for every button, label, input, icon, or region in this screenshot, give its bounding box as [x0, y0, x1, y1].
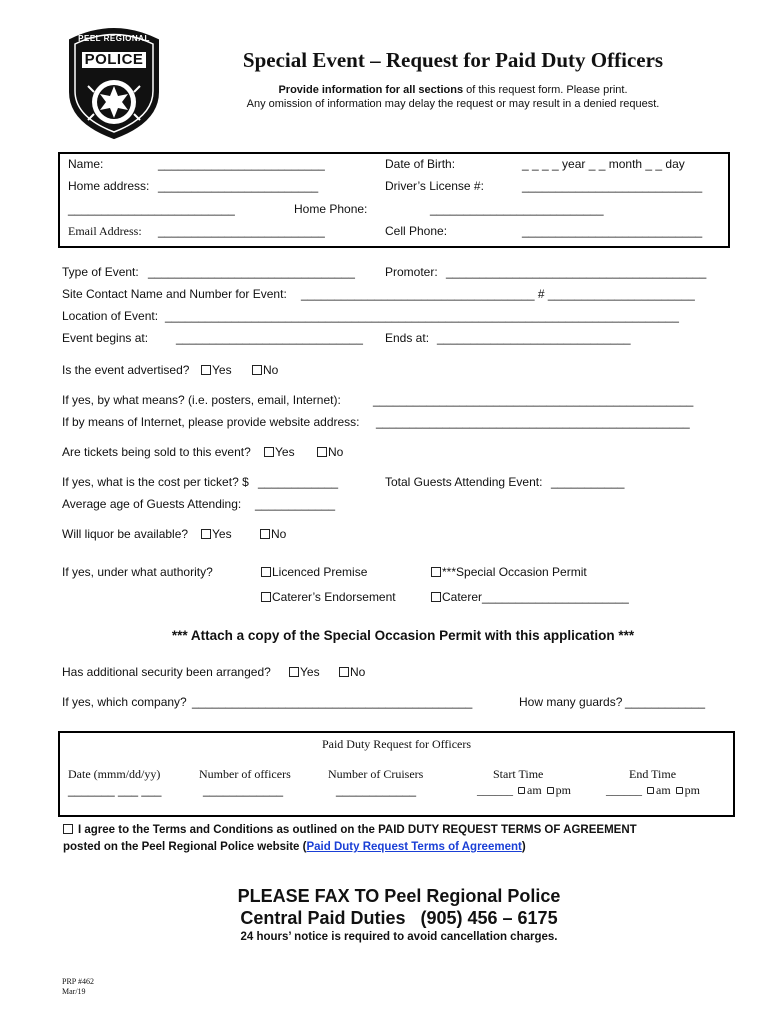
instructions-bold: Provide information for all sections — [278, 84, 464, 96]
checkbox-icon[interactable] — [261, 592, 271, 602]
address-field[interactable]: ________________________ — [158, 179, 319, 193]
special-occasion-permit-option[interactable] — [431, 565, 587, 579]
checkbox-icon[interactable] — [201, 365, 211, 375]
no-label: No — [271, 527, 287, 541]
no-label: No — [328, 445, 344, 459]
agreement-text-close: ) — [521, 841, 526, 853]
ticket-cost-field[interactable]: ____________ — [258, 475, 339, 489]
tickets-no[interactable] — [317, 445, 343, 459]
guards-label: How many guards? — [519, 695, 623, 709]
age-label: Average age of Guests Attending: — [62, 497, 242, 511]
attach-permit-note: *** Attach a copy of the Special Occasion Permit with this application *** — [171, 628, 635, 643]
security-company-field[interactable]: __________________________________________ — [192, 695, 473, 709]
checkbox-icon[interactable] — [201, 529, 211, 539]
checkbox-icon[interactable] — [289, 667, 299, 677]
means-field[interactable]: ________________________________________________ — [373, 393, 694, 407]
event-type-field[interactable]: _______________________________ — [148, 265, 355, 279]
yes-label: Yes — [300, 665, 320, 679]
location-label: Location of Event: — [62, 309, 159, 323]
pm-label: pm — [684, 783, 701, 797]
site-contact-label: Site Contact Name and Number for Event: — [62, 287, 287, 301]
checkbox-icon[interactable] — [339, 667, 349, 677]
checkbox-icon[interactable] — [676, 787, 683, 794]
checkbox-icon[interactable] — [264, 447, 274, 457]
checkbox-icon[interactable] — [261, 567, 271, 577]
liquor-no[interactable] — [260, 527, 286, 541]
event-begins-field[interactable]: ____________________________ — [176, 331, 363, 345]
no-label: No — [350, 665, 366, 679]
licenced-premise-label: Licenced Premise — [272, 565, 368, 579]
ticket-cost-label: If yes, what is the cost per ticket? $ — [62, 475, 249, 489]
event-ends-field[interactable]: _____________________________ — [437, 331, 631, 345]
advertised-question: Is the event advertised? — [62, 363, 190, 377]
col-officers-label: Number of officers — [199, 767, 291, 781]
agreement-line-1[interactable] — [63, 824, 637, 836]
cell-label: Cell Phone: — [385, 224, 448, 238]
instructions-line-2: Any omission of information may delay the request or may result in a denied request. — [246, 98, 660, 110]
agreement-text: I agree to the Terms and Conditions as outlined on the PAID DUTY REQUEST TERMS OF AGREEMENT — [78, 824, 637, 836]
guests-field[interactable]: ___________ — [551, 475, 625, 489]
page-title: Special Event – Request for Paid Duty Officers — [242, 48, 664, 72]
security-yes[interactable] — [289, 665, 320, 679]
home-phone-label: Home Phone: — [294, 202, 368, 216]
col-date-field[interactable]: _______ ___ ___ — [68, 783, 162, 797]
notice-note: 24 hours’ notice is required to avoid cancellation charges. — [240, 931, 558, 943]
am-label: am — [656, 783, 671, 797]
paid-duty-title: Paid Duty Request for Officers — [321, 737, 472, 751]
email-field[interactable]: _________________________ — [158, 224, 325, 238]
promoter-label: Promoter: — [385, 265, 438, 279]
authority-question: If yes, under what authority? — [62, 565, 213, 579]
checkbox-icon[interactable] — [317, 447, 327, 457]
checkbox-icon[interactable] — [647, 787, 654, 794]
liquor-question: Will liquor be available? — [62, 527, 189, 541]
agreement-text-2: posted on the Peel Regional Police website ( — [63, 841, 307, 853]
caterer-field[interactable]: ______________________ — [482, 590, 629, 604]
checkbox-icon[interactable] — [431, 592, 441, 602]
logo-word: POLICE — [84, 51, 144, 68]
tickets-yes[interactable] — [264, 445, 295, 459]
dob-label: Date of Birth: — [385, 157, 456, 171]
checkbox-icon[interactable] — [252, 365, 262, 375]
end-time-field[interactable] — [606, 783, 700, 798]
yes-label: Yes — [275, 445, 295, 459]
advertised-yes[interactable] — [201, 363, 232, 377]
pm-label: pm — [555, 783, 572, 797]
instructions-line-1 — [168, 84, 738, 96]
home-phone-field[interactable]: __________________________ — [430, 202, 604, 216]
logo-top-text: PEEL REGIONAL — [78, 34, 150, 43]
caterer-option[interactable] — [431, 590, 629, 604]
event-ends-label: Ends at: — [385, 331, 430, 345]
end-time-line[interactable]: ______ — [606, 783, 642, 797]
age-field[interactable]: ____________ — [255, 497, 336, 511]
caterer-label: Caterer — [442, 590, 483, 604]
location-field[interactable]: _____________________________________________________________________________ — [165, 309, 679, 323]
col-cruisers-label: Number of Cruisers — [328, 767, 424, 781]
email-label: Email Address: — [68, 224, 142, 238]
guards-field[interactable]: ____________ — [625, 695, 706, 709]
col-cruisers-field[interactable]: ____________ — [336, 783, 417, 797]
col-start-label: Start Time — [493, 767, 544, 781]
terms-of-agreement-link[interactable]: Paid Duty Request Terms of Agreement — [306, 841, 522, 853]
checkbox-icon[interactable] — [518, 787, 525, 794]
security-company-label: If yes, which company? — [62, 695, 187, 709]
name-label: Name: — [68, 157, 104, 171]
start-time-field[interactable] — [477, 783, 571, 798]
col-officers-field[interactable]: ____________ — [203, 783, 284, 797]
name-field[interactable]: _________________________ — [158, 157, 325, 171]
checkbox-icon[interactable] — [260, 529, 270, 539]
form-code: PRP #462 — [62, 977, 94, 986]
yes-label: Yes — [212, 527, 232, 541]
site-contact-field[interactable]: ___________________________________ # ______________________ — [301, 287, 695, 301]
event-type-label: Type of Event: — [62, 265, 139, 279]
address-label: Home address: — [68, 179, 150, 193]
promoter-field[interactable]: _______________________________________ — [446, 265, 707, 279]
liquor-yes[interactable] — [201, 527, 232, 541]
col-end-label: End Time — [629, 767, 677, 781]
event-begins-label: Event begins at: — [62, 331, 149, 345]
am-label: am — [527, 783, 542, 797]
website-field[interactable]: _______________________________________________ — [376, 415, 690, 429]
instructions-rest: of this request form. Please print. — [463, 84, 628, 96]
license-label: Driver’s License #: — [385, 179, 484, 193]
col-date-label: Date (mmm/dd/yy) — [68, 767, 161, 781]
police-logo — [66, 22, 162, 140]
special-occasion-permit-label: ***Special Occasion Permit — [442, 565, 587, 579]
license-field[interactable]: ___________________________ — [522, 179, 703, 193]
security-question: Has additional security been arranged? — [62, 665, 271, 679]
advertised-no[interactable] — [252, 363, 278, 377]
licenced-premise-option[interactable] — [261, 565, 367, 579]
agreement-line-2 — [63, 841, 526, 853]
tickets-question: Are tickets being sold to this event? — [62, 445, 251, 459]
form-date: Mar/19 — [62, 987, 86, 996]
dob-field[interactable]: _ _ _ _ year _ _ month _ _ day — [522, 157, 685, 171]
website-question: If by means of Internet, please provide website address: — [62, 415, 360, 429]
caterers-endorsement-label: Caterer’s Endorsement — [272, 590, 396, 604]
agreement-checkbox-icon[interactable] — [63, 824, 73, 834]
caterers-endorsement-option[interactable] — [261, 590, 396, 604]
fax-line-2: Central Paid Duties (905) 456 – 6175 — [240, 908, 558, 928]
no-label: No — [263, 363, 279, 377]
address-field-2[interactable]: _________________________ — [68, 202, 235, 216]
yes-label: Yes — [212, 363, 232, 377]
guests-label: Total Guests Attending Event: — [385, 475, 543, 489]
fax-line-1: PLEASE FAX TO Peel Regional Police — [237, 886, 561, 906]
checkbox-icon[interactable] — [431, 567, 441, 577]
checkbox-icon[interactable] — [547, 787, 554, 794]
security-no[interactable] — [339, 665, 365, 679]
start-time-line[interactable]: ______ — [477, 783, 513, 797]
means-question: If yes, by what means? (i.e. posters, email, Internet): — [62, 393, 341, 407]
cell-field[interactable]: ___________________________ — [522, 224, 703, 238]
